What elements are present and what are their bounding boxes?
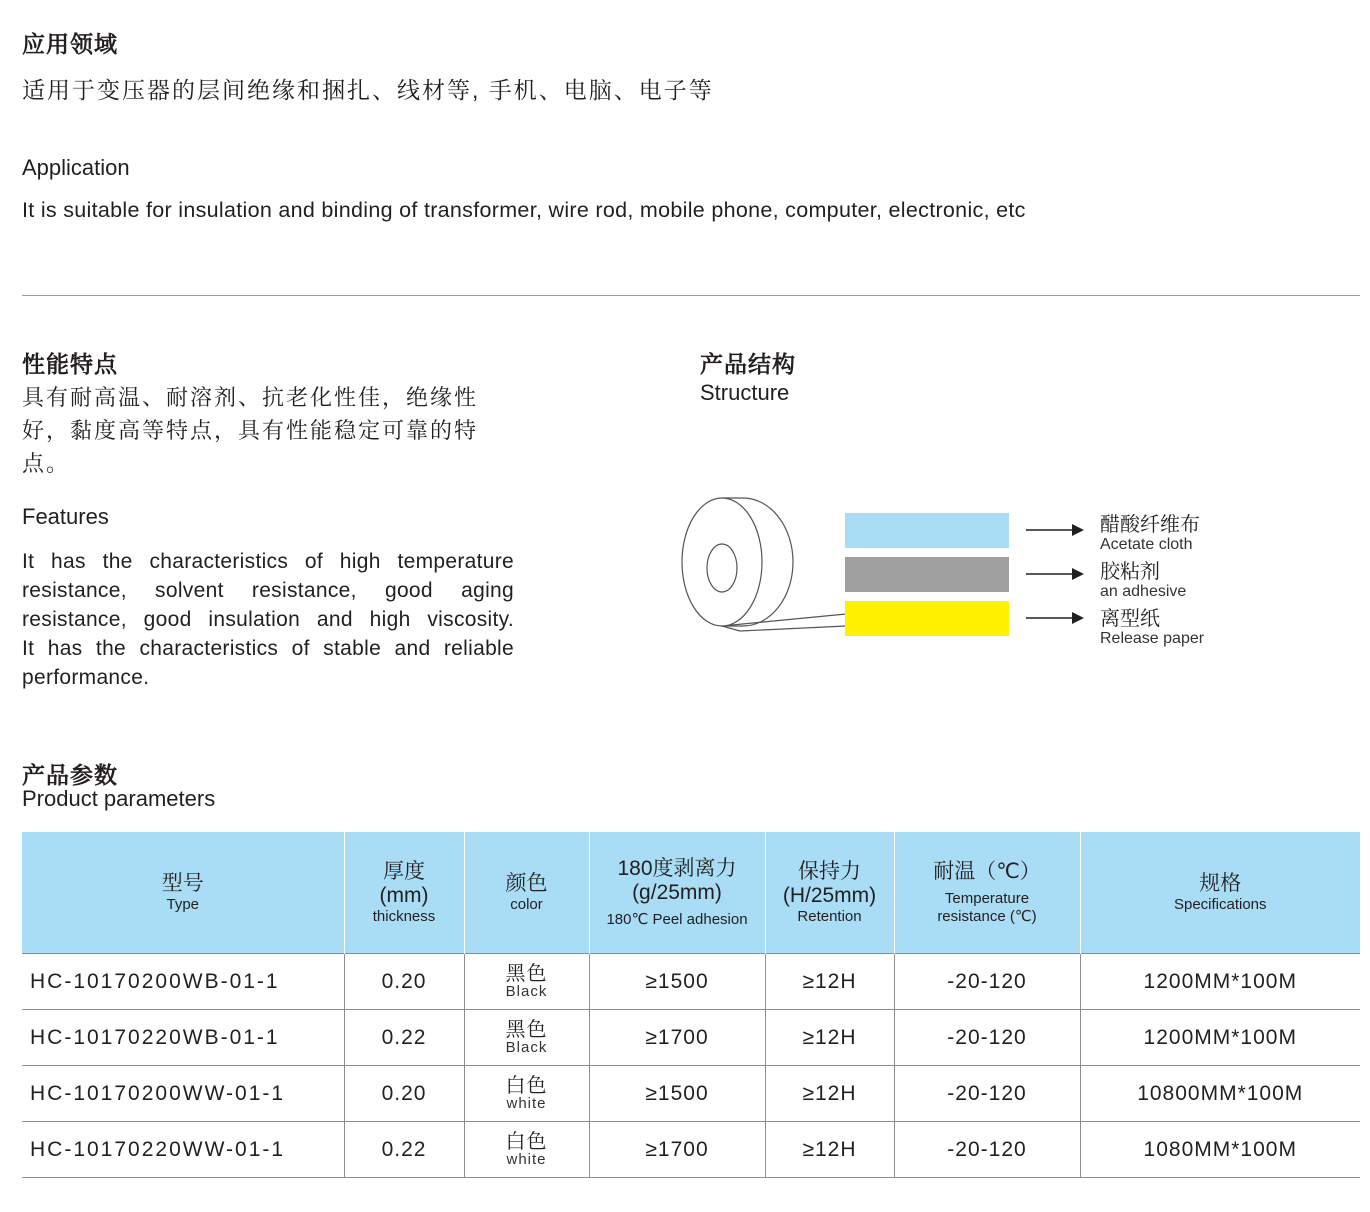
cell-spec: 1080MM*100M bbox=[1080, 1122, 1360, 1178]
table-row bbox=[22, 954, 1360, 1010]
header-label-cn: 颜色 bbox=[505, 871, 548, 895]
header-label-en: Specifications bbox=[1173, 895, 1267, 913]
features-line-en: resistance, solvent resistance, good aging bbox=[22, 579, 514, 602]
arrow-icon bbox=[1026, 524, 1084, 536]
header-label-cn: 规格 bbox=[1199, 871, 1242, 895]
header-label-en: Temperature bbox=[944, 889, 1030, 907]
cell-retention: ≥12H bbox=[765, 1122, 894, 1178]
layer-label-en: Release paper bbox=[1100, 630, 1205, 647]
cell-type: HC-10170220WB-01-1 bbox=[22, 1010, 344, 1066]
header-label-unit: (H/25mm) bbox=[782, 883, 877, 907]
header-thickness bbox=[344, 832, 464, 954]
color-en: Black bbox=[505, 1039, 548, 1056]
header-label-en: resistance (℃) bbox=[937, 907, 1037, 925]
layer-acetate-cloth-label bbox=[1100, 514, 1200, 554]
cell-color bbox=[464, 1066, 589, 1122]
table-row bbox=[22, 1122, 1360, 1178]
header-peel-adhesion bbox=[589, 832, 765, 954]
features-title-cn: 性能特点 bbox=[22, 351, 118, 377]
cell-temp: -20-120 bbox=[894, 954, 1080, 1010]
cell-thickness: 0.20 bbox=[344, 954, 464, 1010]
cell-temp: -20-120 bbox=[894, 1010, 1080, 1066]
header-retention bbox=[765, 832, 894, 954]
color-cn: 黑色 bbox=[505, 1019, 548, 1041]
layer-label-cn: 胶粘剂 bbox=[1100, 561, 1160, 583]
features-line-cn: 具有耐高温、耐溶剂、抗老化性佳，绝缘性 bbox=[22, 385, 479, 410]
header-label-cn: 型号 bbox=[161, 871, 204, 895]
features-text-cn bbox=[22, 381, 532, 480]
cell-peel: ≥1700 bbox=[589, 1122, 765, 1178]
cell-peel: ≥1500 bbox=[589, 954, 765, 1010]
tape-roll-icon bbox=[682, 498, 846, 631]
color-cn: 白色 bbox=[505, 1075, 548, 1097]
structure-title-cn: 产品结构 bbox=[700, 351, 796, 377]
layer-release-paper-swatch bbox=[845, 601, 1009, 636]
color-en: white bbox=[506, 1151, 547, 1168]
layer-label-en: an adhesive bbox=[1100, 583, 1187, 600]
features-line-cn: 好，黏度高等特点，具有性能稳定可靠的特 bbox=[22, 418, 479, 443]
header-label-unit: (mm) bbox=[379, 883, 429, 907]
cell-type: HC-10170220WW-01-1 bbox=[22, 1122, 344, 1178]
parameters-table bbox=[22, 832, 1360, 1178]
cell-thickness: 0.22 bbox=[344, 1122, 464, 1178]
cell-color bbox=[464, 1010, 589, 1066]
section-divider bbox=[22, 295, 1360, 296]
cell-color bbox=[464, 1122, 589, 1178]
table-row bbox=[22, 1066, 1360, 1122]
features-line-cn: 点。 bbox=[22, 451, 71, 476]
cell-peel: ≥1500 bbox=[589, 1066, 765, 1122]
structure-title-en: Structure bbox=[700, 380, 790, 405]
cell-retention: ≥12H bbox=[765, 954, 894, 1010]
application-title-en: Application bbox=[22, 155, 130, 180]
application-text-en: It is suitable for insulation and binding of transformer, wire rod, mobile phone, computer, electronic, etc bbox=[22, 198, 1026, 222]
cell-retention: ≥12H bbox=[765, 1010, 894, 1066]
header-label-en: color bbox=[510, 895, 543, 913]
cell-spec: 1200MM*100M bbox=[1080, 1010, 1360, 1066]
header-label-unit: (g/25mm) bbox=[632, 880, 722, 904]
application-text-cn: 适用于变压器的层间绝缘和捆扎、线材等, 手机、电脑、电子等 bbox=[22, 77, 714, 103]
header-color bbox=[464, 832, 589, 954]
header-label-cn: 180度剥离力 bbox=[617, 856, 737, 880]
features-text-en bbox=[22, 547, 514, 692]
features-title-en: Features bbox=[22, 504, 109, 529]
features-line-en: resistance, good insulation and high viscosity. bbox=[22, 608, 514, 631]
table-row bbox=[22, 1010, 1360, 1066]
parameters-title-cn: 产品参数 bbox=[22, 762, 118, 788]
layer-adhesive-swatch bbox=[845, 557, 1009, 592]
header-label-en: thickness bbox=[372, 907, 436, 925]
layer-label-en: Acetate cloth bbox=[1100, 536, 1193, 553]
color-cn: 白色 bbox=[505, 1131, 548, 1153]
header-type bbox=[22, 832, 344, 954]
arrow-icon bbox=[1026, 568, 1084, 580]
header-temperature bbox=[894, 832, 1080, 954]
header-label-en: Type bbox=[166, 895, 200, 913]
cell-type: HC-10170200WB-01-1 bbox=[22, 954, 344, 1010]
layer-adhesive-label bbox=[1100, 561, 1186, 601]
cell-type: HC-10170200WW-01-1 bbox=[22, 1066, 344, 1122]
cell-peel: ≥1700 bbox=[589, 1010, 765, 1066]
header-label-en: Retention bbox=[797, 907, 862, 925]
layer-label-cn: 离型纸 bbox=[1100, 608, 1160, 630]
table-header-row bbox=[22, 832, 1360, 954]
cell-thickness: 0.22 bbox=[344, 1010, 464, 1066]
layer-label-cn: 醋酸纤维布 bbox=[1100, 514, 1200, 536]
features-line-en: It has the characteristics of high temperature bbox=[22, 550, 514, 573]
features-line-en: It has the characteristics of stable and reliable bbox=[22, 637, 514, 660]
layer-release-paper-label bbox=[1100, 608, 1204, 648]
parameters-title-en: Product parameters bbox=[22, 786, 216, 811]
layer-acetate-cloth-swatch bbox=[845, 513, 1009, 548]
cell-temp: -20-120 bbox=[894, 1066, 1080, 1122]
header-label-en: 180℃ Peel adhesion bbox=[606, 910, 748, 928]
arrow-icon bbox=[1026, 612, 1084, 624]
header-specifications bbox=[1080, 832, 1360, 954]
cell-spec: 1200MM*100M bbox=[1080, 954, 1360, 1010]
color-cn: 黑色 bbox=[505, 963, 548, 985]
cell-retention: ≥12H bbox=[765, 1066, 894, 1122]
application-title-cn: 应用领域 bbox=[22, 31, 118, 57]
header-label-cn: 厚度 bbox=[383, 859, 425, 883]
features-line-en: performance. bbox=[22, 666, 150, 689]
cell-color bbox=[464, 954, 589, 1010]
cell-thickness: 0.20 bbox=[344, 1066, 464, 1122]
cell-spec: 10800MM*100M bbox=[1080, 1066, 1360, 1122]
tape-structure-diagram bbox=[670, 490, 1120, 650]
cell-temp: -20-120 bbox=[894, 1122, 1080, 1178]
color-en: white bbox=[506, 1095, 547, 1112]
color-en: Black bbox=[505, 983, 548, 1000]
header-label-cn: 耐温（℃） bbox=[933, 859, 1041, 883]
header-label-cn: 保持力 bbox=[798, 859, 861, 883]
